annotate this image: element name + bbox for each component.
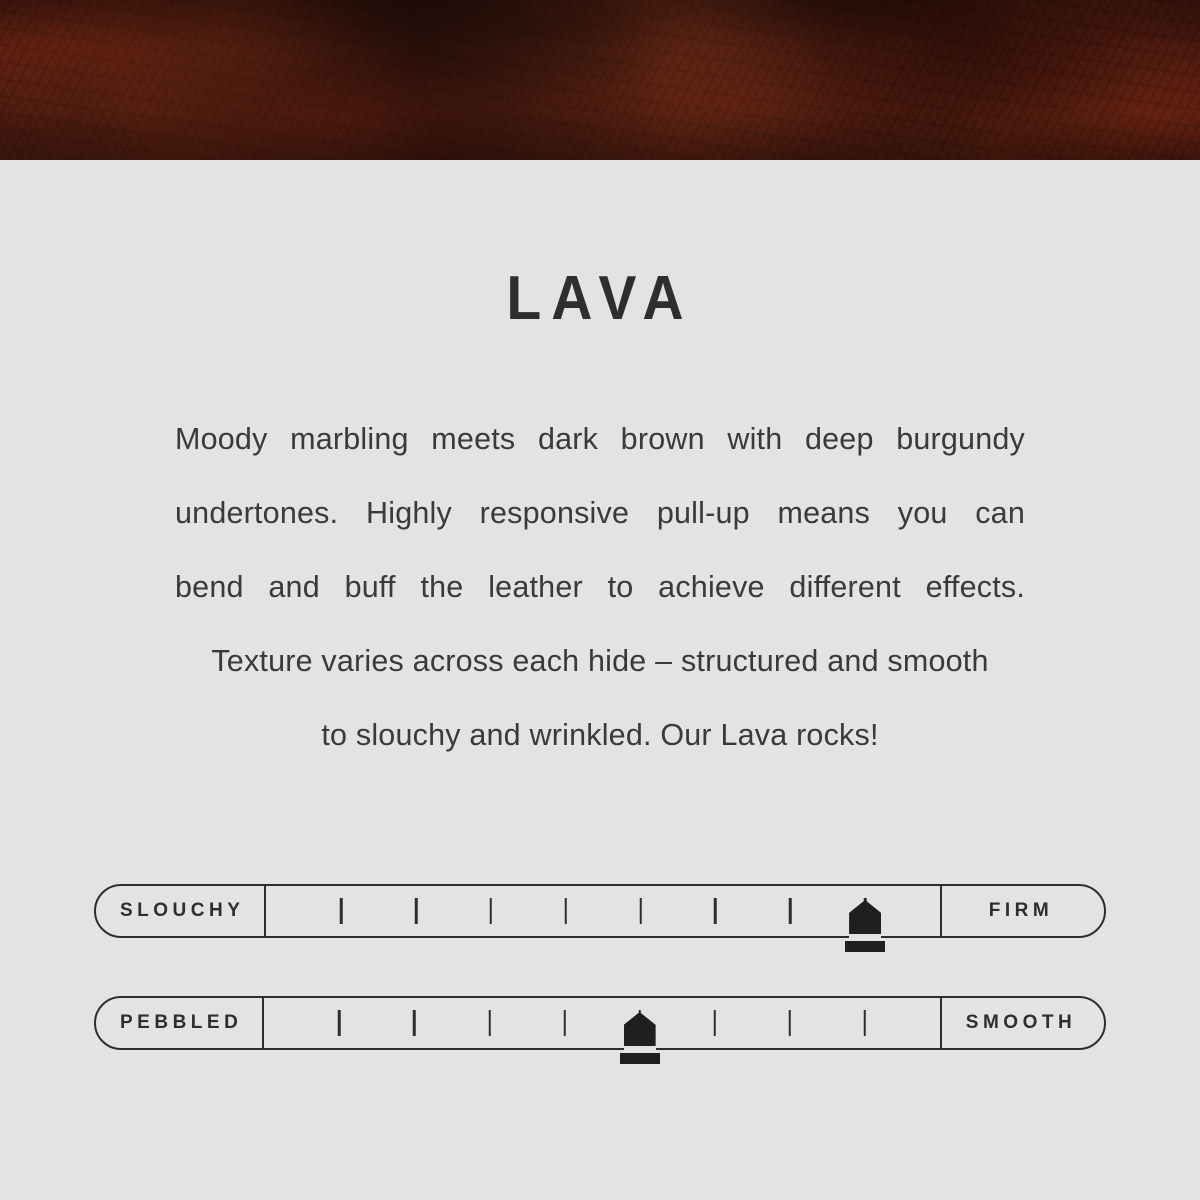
swatch-edge-shading xyxy=(0,0,1200,160)
description-block xyxy=(175,402,1025,772)
scale-tick xyxy=(338,1010,341,1036)
marker-base xyxy=(620,1053,660,1064)
marker-base xyxy=(845,941,885,952)
texture-scale-track-outline xyxy=(94,996,1106,1050)
scale-tick xyxy=(789,898,792,924)
structure-scale-left-label: SLOUCHY xyxy=(96,886,266,936)
scale-tick xyxy=(490,898,493,924)
description-line-2: undertones. Highly responsive pull-up means you can xyxy=(175,496,1025,530)
description-line-3: bend and buff the leather to achieve different effects. xyxy=(175,570,1025,604)
description-line-4: Texture varies across each hide – structured and smooth xyxy=(211,644,989,678)
description-line-1: Moody marbling meets dark brown with deep burgundy xyxy=(175,422,1025,456)
scale-tick xyxy=(639,898,642,924)
card-content xyxy=(0,160,1200,1052)
scale-tick xyxy=(563,1010,566,1036)
scale-tick xyxy=(488,1010,491,1036)
texture-scale xyxy=(94,996,1106,1052)
texture-scale-marker[interactable] xyxy=(620,1012,660,1064)
description-line-5: to slouchy and wrinkled. Our Lava rocks! xyxy=(321,718,879,752)
scale-tick xyxy=(864,1010,867,1036)
structure-scale-right-label: FIRM xyxy=(940,886,1104,936)
structure-scale-marker[interactable] xyxy=(845,900,885,952)
marker-pin-icon xyxy=(624,1012,656,1046)
marker-pin-icon xyxy=(849,900,881,934)
scale-tick xyxy=(714,898,717,924)
scale-tick xyxy=(415,898,418,924)
texture-scale-left-label: PEBBLED xyxy=(96,998,264,1048)
page-title: LAVA xyxy=(506,264,694,333)
scale-tick xyxy=(340,898,343,924)
structure-scale xyxy=(94,884,1106,940)
scale-tick xyxy=(565,898,568,924)
texture-scale-right-label: SMOOTH xyxy=(940,998,1104,1048)
scale-tick xyxy=(789,1010,792,1036)
scales-group xyxy=(0,884,1200,1052)
texture-scale-track[interactable] xyxy=(264,998,940,1048)
scale-tick xyxy=(713,1010,716,1036)
leather-swatch-image xyxy=(0,0,1200,160)
structure-scale-track[interactable] xyxy=(266,886,940,936)
structure-scale-track-outline xyxy=(94,884,1106,938)
scale-tick xyxy=(413,1010,416,1036)
